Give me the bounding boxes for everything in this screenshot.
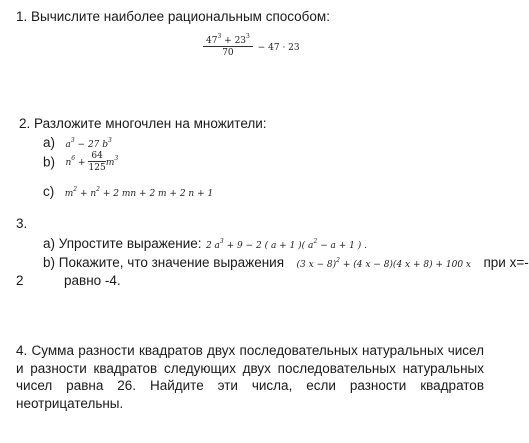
denominator: 125	[88, 163, 106, 173]
term: m	[105, 157, 115, 168]
term: + (4 x − 8)(4 x + 8) + 100 x	[342, 260, 471, 270]
item-label: a)	[43, 135, 56, 150]
task3-item-a	[43, 235, 367, 253]
task2-item-a	[43, 134, 112, 152]
exponent: 3	[70, 137, 75, 144]
task2-item-c	[43, 183, 213, 201]
task2-a-expr	[65, 137, 112, 150]
exponent: 2	[313, 238, 318, 245]
numerator: 64	[88, 151, 105, 162]
exp-b: 3	[246, 33, 250, 40]
exponent: 6	[71, 154, 76, 162]
task2-c-expr	[64, 186, 214, 199]
task3-b-line2-number: 2	[16, 273, 24, 288]
term: + n	[79, 189, 97, 199]
item-text: a) Упростите выражение:	[43, 236, 202, 251]
task2-title: 2. Разложите многочлен на множители:	[19, 116, 267, 131]
task1-title: 1. Вычислите наиболее рациональным способом:	[16, 9, 330, 24]
task1-denominator: 70	[222, 48, 234, 58]
item-label: b)	[43, 154, 56, 170]
task4-text: 4. Сумма разности квадратов двух последовательных натуральных чисел и разности квадратов следующих двух последовательных натуральных чисел равна 26. Найдите эти числа, если разности квадратов неотрицательны.	[16, 343, 484, 411]
term: n	[65, 157, 72, 168]
task1-numerator	[203, 33, 253, 47]
exponent: 2	[96, 186, 100, 193]
exponent: 3	[219, 238, 224, 245]
task2-b-fraction	[88, 151, 105, 173]
task1-tail: − 47 · 23	[257, 42, 300, 53]
plus-sign: +	[77, 157, 86, 168]
term: (3 x − 8)	[296, 260, 337, 270]
exp-a: 3	[217, 33, 222, 40]
term: a	[65, 140, 71, 150]
plus-sign: +	[224, 36, 232, 46]
exponent: 2	[73, 186, 78, 193]
num-a: 47	[206, 36, 218, 46]
term: + 2 mn + 2 m + 2 n + 1	[102, 189, 214, 199]
term: + 9 − 2 ( a + 1 )( a	[226, 241, 314, 251]
item-label: c)	[43, 184, 55, 199]
task3-b-line2-text: равно -4.	[64, 273, 121, 288]
term: 2 a	[205, 241, 220, 251]
exponent: 3	[108, 137, 112, 144]
exponent: 3	[114, 154, 119, 162]
num-b: 23	[234, 36, 247, 46]
term: − a + 1 ) .	[320, 241, 367, 251]
task3-item-b	[43, 254, 529, 272]
item-text: b) Покажите, что значение выражения	[43, 255, 285, 270]
item-tail: при x=-	[483, 255, 529, 270]
task3-number: 3.	[16, 216, 28, 231]
task1-expression	[203, 33, 300, 58]
task1-fraction	[203, 33, 253, 58]
task2-item-b	[43, 151, 118, 173]
exponent: 2	[336, 257, 340, 264]
task2-b-expr	[65, 151, 119, 173]
task3-a-expr	[205, 238, 367, 251]
term: − 27 b	[77, 140, 109, 150]
term: m	[64, 189, 74, 199]
task3-b-expr	[296, 257, 471, 270]
